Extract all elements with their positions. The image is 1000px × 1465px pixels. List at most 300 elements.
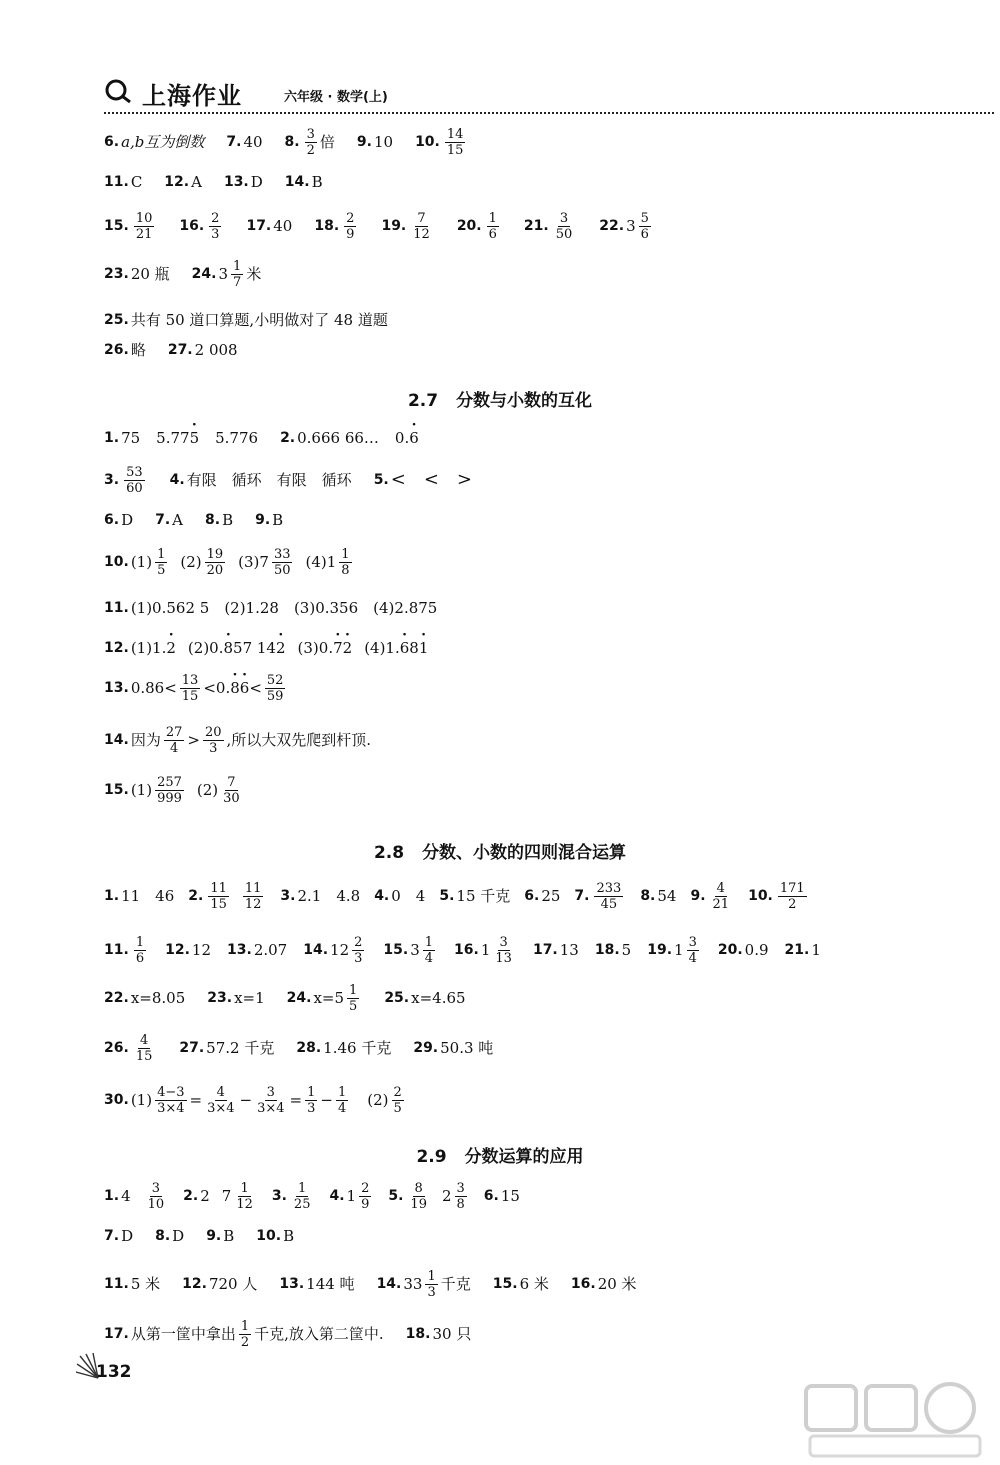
- answer-text: 3: [307, 1100, 316, 1116]
- question-number: 4.: [329, 1188, 345, 1204]
- section-text: 2.9: [416, 1147, 447, 1167]
- answer-text: (1)0.562 5 (2)1.28 (3)0.356 (4)2.875: [130, 599, 438, 617]
- answer-item: [303, 935, 367, 966]
- question-number: 5.: [373, 472, 389, 488]
- answer-text: 2: [354, 934, 363, 950]
- fraction: [778, 881, 807, 912]
- answer-item: [272, 1181, 316, 1212]
- answer-text: · 1: [419, 638, 429, 658]
- question-number: 3.: [280, 888, 296, 904]
- answer-text: 8: [341, 562, 350, 578]
- answer-item: [454, 935, 517, 966]
- question-number: 9.: [255, 512, 271, 528]
- answer-text: 20 瓶: [130, 265, 170, 283]
- answer-text: 4: [216, 1084, 225, 1100]
- answer-text: B: [223, 1227, 235, 1245]
- answer-text: 3: [456, 1180, 465, 1196]
- question-number: 2.: [183, 1188, 199, 1204]
- answer-text: 3: [266, 1084, 275, 1100]
- grade-subject: 六年级 · 数学(上): [284, 90, 388, 105]
- answer-item: [484, 1186, 520, 1206]
- question-number: 11.: [104, 1276, 129, 1292]
- answer-text: 因为: [130, 731, 161, 749]
- answer-item: [104, 465, 148, 496]
- fraction: [265, 673, 286, 704]
- answer-item: [168, 340, 238, 360]
- answer-text: 13: [559, 941, 579, 959]
- answer-item: [104, 310, 388, 330]
- question-number: 8.: [284, 134, 300, 150]
- answer-text: 3: [209, 740, 218, 756]
- answer-item: [640, 886, 676, 906]
- question-number: 26.: [104, 342, 129, 358]
- answer-text: 12: [236, 1196, 253, 1212]
- answer-line: [104, 1312, 493, 1356]
- fraction: [208, 881, 229, 912]
- answer-item: [357, 132, 393, 152]
- answer-text: < < >: [390, 469, 472, 490]
- question-number: 27.: [167, 342, 193, 358]
- answer-item: [690, 881, 734, 912]
- answer-text: 5.776: [215, 429, 259, 447]
- answer-item: [255, 510, 283, 530]
- answer-text: 21: [135, 226, 153, 242]
- answer-text: 50: [555, 226, 573, 242]
- question-number: 12.: [104, 640, 129, 656]
- section-text: 2.7: [407, 391, 439, 411]
- question-number: 6.: [524, 888, 540, 904]
- answer-text: 1: [488, 210, 497, 226]
- answer-text: 50: [273, 562, 291, 578]
- answer-item: [374, 470, 472, 490]
- question-number: 4.: [374, 888, 390, 904]
- answer-item: [104, 886, 174, 906]
- question-number: 14.: [104, 732, 129, 748]
- question-number: 9.: [356, 134, 372, 150]
- answer-item: [104, 1181, 169, 1212]
- question-number: 27.: [179, 1040, 205, 1056]
- answer-text: x=4.65: [411, 989, 466, 1007]
- answer-text: −: [239, 1091, 253, 1109]
- fraction: [455, 1181, 467, 1212]
- answer-item: [188, 881, 266, 912]
- question-number: 5.: [439, 888, 455, 904]
- answer-text: 2: [200, 1187, 210, 1205]
- answer-text: 1: [341, 546, 350, 562]
- answer-line: [104, 1026, 515, 1070]
- answer-text: =: [189, 1091, 203, 1109]
- question-number: 13.: [104, 680, 129, 696]
- answer-text: 8: [409, 639, 419, 657]
- answer-item: [377, 1269, 471, 1300]
- question-number: 14.: [284, 174, 310, 190]
- answer-text: 有限 循环 有限 循环: [186, 471, 352, 489]
- answer-text: · 7: [333, 638, 343, 658]
- answer-text: −: [320, 1091, 333, 1109]
- answer-text: 3×4: [157, 1100, 185, 1116]
- question-number: 26.: [104, 1040, 129, 1056]
- answer-text: 257: [157, 774, 182, 790]
- answer-text: (1): [130, 553, 153, 571]
- answer-text: (2): [367, 1091, 389, 1109]
- answer-text: 3: [688, 934, 697, 950]
- question-number: 10.: [256, 1228, 282, 1244]
- fraction: [347, 983, 359, 1014]
- answer-item: [280, 886, 360, 906]
- question-number: 10.: [104, 554, 129, 570]
- question-number: 28.: [296, 1040, 322, 1056]
- question-number: 21.: [523, 218, 549, 234]
- fraction: [423, 935, 435, 966]
- question-number: 19.: [647, 942, 673, 958]
- answer-text: (2): [180, 553, 202, 571]
- answer-text: 11: [210, 880, 227, 896]
- section-text: 分数、小数的四则混合运算: [422, 843, 627, 863]
- page-number: 132: [96, 1362, 132, 1382]
- answer-text: 2: [306, 142, 315, 158]
- page-header: [104, 74, 1000, 114]
- answer-text: · 8: [223, 638, 233, 658]
- answer-text: 6 米: [519, 1275, 549, 1293]
- answer-text: 30: [223, 790, 240, 806]
- fraction: [134, 1033, 155, 1064]
- answer-text: 从第一筐中拿出: [130, 1325, 236, 1343]
- answer-text: B: [272, 511, 284, 529]
- question-number: 13.: [223, 174, 249, 190]
- answer-text: (2): [196, 781, 219, 799]
- answer-text: <: [249, 679, 262, 697]
- fraction: [205, 547, 226, 578]
- answer-text: (4)1.: [364, 639, 400, 657]
- answer-text: 30 只: [432, 1325, 472, 1343]
- fraction: [493, 935, 514, 966]
- answer-item: [406, 1324, 472, 1344]
- fraction: [594, 881, 623, 912]
- fraction: [221, 775, 242, 806]
- answer-text: 1: [326, 553, 337, 571]
- answer-text: 0.: [394, 429, 410, 447]
- answer-text: 1: [349, 982, 358, 998]
- answer-text: D: [121, 511, 134, 529]
- question-number: 21.: [784, 942, 810, 958]
- answer-text: 7: [221, 1187, 232, 1205]
- question-number: 25.: [384, 990, 410, 1006]
- question-number: 6.: [104, 134, 120, 150]
- answer-text: 12: [191, 941, 211, 959]
- fraction: [711, 881, 732, 912]
- answer-item: [329, 1181, 374, 1212]
- answer-text: 171: [779, 880, 805, 896]
- question-number: 23.: [104, 266, 129, 282]
- question-number: 23.: [207, 990, 233, 1006]
- answer-text: 33: [273, 546, 291, 562]
- answer-text: 45: [600, 896, 618, 912]
- answer-text: 75: [121, 429, 141, 447]
- question-number: 14.: [303, 942, 329, 958]
- question-number: 18.: [594, 942, 620, 958]
- fraction: [134, 935, 146, 966]
- question-number: 8.: [640, 888, 656, 904]
- answer-text: 6: [640, 226, 649, 242]
- question-number: 7.: [104, 1228, 120, 1244]
- question-number: 13.: [227, 942, 252, 958]
- question-number: 13.: [279, 1276, 305, 1292]
- answer-text: 5: [640, 210, 649, 226]
- answer-item: [279, 1274, 354, 1294]
- answer-text: 1: [135, 934, 145, 950]
- answer-text: 144 吨: [306, 1275, 355, 1293]
- answer-text: (3)0.: [297, 639, 334, 657]
- answer-text: 5 米: [130, 1275, 161, 1293]
- answer-item: [104, 775, 245, 806]
- answer-text: 25: [541, 887, 561, 905]
- question-number: 9.: [206, 1228, 222, 1244]
- answer-text: A: [191, 173, 202, 191]
- answer-item: [104, 935, 149, 966]
- answer-text: 5: [393, 1100, 402, 1116]
- fraction: [272, 547, 293, 578]
- question-number: 18.: [405, 1326, 431, 1342]
- fraction: [209, 211, 221, 242]
- answer-text: 59: [266, 688, 284, 704]
- answer-text: 10: [135, 210, 153, 226]
- answer-item: [748, 881, 810, 912]
- answer-item: [170, 470, 352, 490]
- answer-item: [206, 1226, 234, 1246]
- question-number: 14.: [376, 1276, 402, 1292]
- fraction: [445, 127, 466, 158]
- answer-item: [227, 940, 287, 960]
- answer-text: 1: [427, 1268, 436, 1284]
- answer-text: 15: [446, 142, 464, 158]
- answer-text: 共有 50 道口算题,小明做对了 48 道题: [130, 311, 388, 329]
- answer-item: [388, 1181, 469, 1212]
- answer-text: · 6: [409, 428, 419, 448]
- answer-text: 14: [446, 126, 464, 142]
- answer-text: 5: [349, 998, 358, 1014]
- answer-text: 1: [674, 941, 684, 959]
- answer-text: 3: [211, 226, 220, 242]
- answer-text: 15: [181, 688, 199, 704]
- answer-item: [383, 935, 438, 966]
- fraction: [146, 1181, 167, 1212]
- question-number: 3.: [271, 1188, 287, 1204]
- fraction: [155, 1085, 186, 1116]
- question-number: 11.: [104, 174, 129, 190]
- answer-item: [179, 211, 224, 242]
- answer-text: >: [187, 731, 200, 749]
- answer-item: [179, 1038, 274, 1058]
- answer-text: 12: [330, 941, 350, 959]
- fraction: [155, 775, 184, 806]
- answer-line: [104, 928, 821, 972]
- answer-text: 2: [240, 1334, 250, 1350]
- answer-item: [164, 172, 202, 192]
- answer-text: 12: [244, 896, 262, 912]
- answer-text: 25: [293, 1196, 311, 1212]
- question-number: 12.: [164, 174, 190, 190]
- fraction: [255, 1085, 286, 1116]
- answer-text: 20: [206, 562, 224, 578]
- question-number: 7.: [155, 512, 171, 528]
- fraction: [292, 1181, 313, 1212]
- section-text: 分数与小数的互化: [456, 391, 593, 411]
- fraction: [352, 935, 364, 966]
- answer-text: D: [172, 1227, 185, 1245]
- answer-text: 6: [488, 226, 497, 242]
- section-text: 分数运算的应用: [464, 1147, 584, 1167]
- answer-item: [104, 211, 157, 242]
- answer-line: [104, 586, 459, 630]
- answer-text: 4: [169, 740, 179, 756]
- answer-text: 1: [157, 546, 166, 562]
- question-number: 11.: [104, 942, 129, 958]
- answer-text: 3: [151, 1180, 161, 1196]
- answer-text: 0 4: [391, 887, 426, 905]
- answer-text: 7: [227, 774, 236, 790]
- question-number: 3.: [104, 472, 120, 488]
- magnifier-logo-icon: [104, 78, 134, 104]
- answer-text: 2.1 4.8: [297, 887, 361, 905]
- answer-item: [381, 211, 434, 242]
- fraction: [339, 547, 351, 578]
- fraction: [408, 1181, 429, 1212]
- fraction: [639, 211, 651, 242]
- question-number: 7.: [574, 888, 590, 904]
- answer-text: 57.2 千克: [206, 1039, 275, 1057]
- answer-item: [533, 940, 579, 960]
- answer-text: 1: [424, 934, 434, 950]
- answer-text: 8: [456, 1196, 465, 1212]
- answer-text: 53: [126, 464, 143, 480]
- answer-item: [524, 211, 577, 242]
- fraction: [239, 1319, 251, 1350]
- answer-text: 20: [204, 724, 222, 740]
- answer-text: 0.666 66…: [297, 429, 379, 447]
- question-number: 8.: [155, 1228, 171, 1244]
- answer-text: 11: [244, 880, 262, 896]
- answer-text: 57 14: [233, 639, 276, 657]
- fraction: [203, 725, 224, 756]
- answer-line: [104, 626, 450, 670]
- answer-text: 0.9: [744, 941, 769, 959]
- section-heading-2-8: [0, 838, 1000, 863]
- question-number: 19.: [381, 218, 407, 234]
- answer-line: [104, 160, 345, 204]
- question-number: 17.: [104, 1326, 129, 1342]
- answer-text: 720 人: [208, 1275, 258, 1293]
- question-number: 10.: [748, 888, 773, 904]
- question-number: 16.: [454, 942, 479, 958]
- fraction: [164, 725, 185, 756]
- section-text: 2.8: [373, 843, 405, 863]
- answer-text: =: [289, 1091, 303, 1109]
- answer-text: 1: [346, 1187, 357, 1205]
- fraction: [305, 1085, 317, 1116]
- watermark-stamp-icon: [800, 1380, 990, 1460]
- fraction: [487, 211, 499, 242]
- answer-text: 10: [147, 1196, 165, 1212]
- answer-text: x=1: [234, 989, 265, 1007]
- answer-item: [104, 1226, 133, 1246]
- answer-text: 9: [361, 1196, 370, 1212]
- answer-text: 4: [121, 1187, 131, 1205]
- question-number: 4.: [169, 472, 185, 488]
- answer-text: 5: [157, 562, 166, 578]
- answer-text: 倍: [319, 133, 335, 151]
- fraction: [124, 465, 145, 496]
- answer-text: 3: [427, 1284, 436, 1300]
- answer-text: 1: [307, 1084, 316, 1100]
- answer-text: 15: [500, 1187, 520, 1205]
- answer-text: 19: [410, 1196, 427, 1212]
- answer-text: 5: [621, 941, 632, 959]
- answer-text: · 8: [230, 678, 240, 698]
- question-number: 20.: [456, 218, 482, 234]
- answer-text: 7: [417, 210, 426, 226]
- answer-item: [104, 510, 133, 530]
- answer-text: 19: [206, 546, 224, 562]
- section-heading-2-9: [0, 1142, 1000, 1167]
- fraction: [180, 673, 201, 704]
- answer-text: ,所以大双先爬到杆顶.: [226, 731, 372, 749]
- answer-text: 3: [306, 126, 315, 142]
- answer-text: 2: [211, 210, 220, 226]
- answer-text: 2 008: [194, 341, 238, 359]
- question-number: 22.: [104, 990, 129, 1006]
- answer-text: (2)0.: [187, 639, 224, 657]
- answer-item: [785, 940, 821, 960]
- answer-text: (1): [130, 1091, 153, 1109]
- answer-line: [104, 1174, 542, 1218]
- answer-text: D: [250, 173, 263, 191]
- answer-item: [104, 638, 428, 658]
- question-number: 11.: [104, 600, 129, 616]
- answer-text: 4: [139, 1032, 149, 1048]
- question-number: 8.: [205, 512, 221, 528]
- answer-text: 52: [266, 672, 284, 688]
- answer-text: 4: [716, 880, 725, 896]
- answer-line: [104, 1214, 316, 1258]
- answer-text: x=5: [313, 989, 345, 1007]
- answer-text: 33: [403, 1275, 423, 1293]
- brand-title: 上海作业: [142, 82, 242, 110]
- answer-line: [104, 1078, 429, 1122]
- answer-item: [256, 1226, 294, 1246]
- question-number: 1.: [104, 1188, 120, 1204]
- question-number: 1.: [104, 888, 120, 904]
- answer-line: [104, 328, 260, 372]
- answer-item: [280, 428, 419, 448]
- answer-item: [104, 725, 371, 756]
- header-divider: [104, 112, 994, 114]
- answer-text: 21: [712, 896, 730, 912]
- answer-text: 40: [243, 133, 263, 151]
- answer-text: 米: [246, 265, 262, 283]
- answer-line: [104, 540, 377, 584]
- section-heading-2-7: [0, 386, 1000, 411]
- answer-item: [155, 510, 183, 530]
- answer-item: [524, 886, 560, 906]
- answer-item: [104, 988, 185, 1008]
- answer-text: 13: [181, 672, 199, 688]
- question-number: 16.: [179, 218, 205, 234]
- answer-text: · 2: [166, 638, 176, 658]
- answer-item: [599, 211, 654, 242]
- answer-text: 8: [414, 1180, 423, 1196]
- answer-text: · 6: [240, 678, 250, 698]
- answer-text: 10: [373, 133, 394, 151]
